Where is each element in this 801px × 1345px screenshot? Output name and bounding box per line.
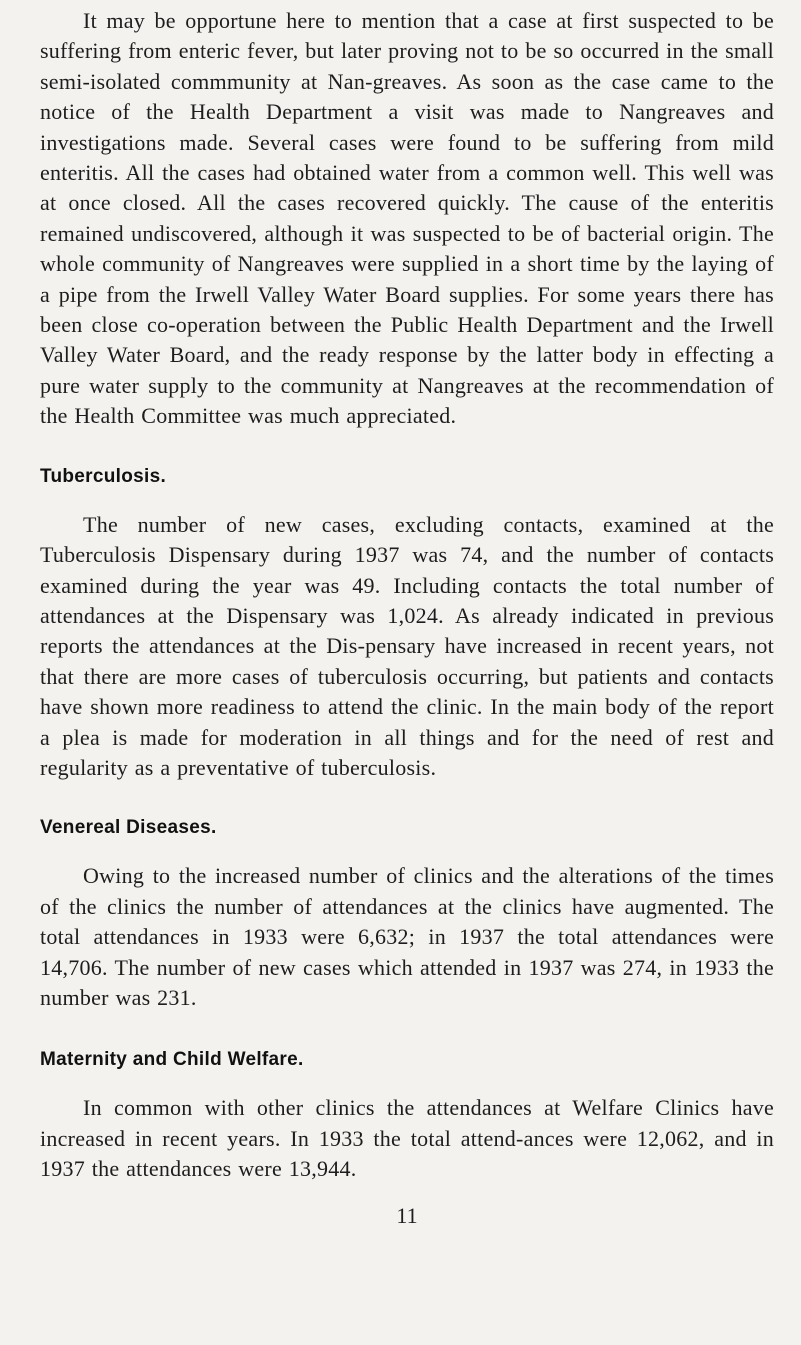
- heading-maternity-child-welfare: Maternity and Child Welfare.: [40, 1049, 304, 1071]
- paragraph-maternity-child-welfare: In common with other clinics the attendances at Welfare Clinics have increased in recent years. In 1933 the total attend-ances were 12,062, and in 1937 the attendances were 13,944.: [40, 1095, 774, 1182]
- heading-tuberculosis: Tuberculosis.: [40, 465, 167, 487]
- paragraph-enteric: It may be opportune here to mention that a case at first suspected to be suffering from enteric fever, but later proving not to be so occurred in the small semi-isolated commmunity at Nan-greaves. As soon as the case came to the notice of the Health Department a visit was made to Nangreaves and investigations made. Several cases were found to be suffering from mild enteritis. All the cases had obtained water from a common well. This well was at once closed. All the cases recovered quickly. The cause of the enteritis remained undiscovered, although it was suspected to be of bacterial origin. The whole community of Nangreaves were supplied in a short time by the laying of a pipe from the Irwell Valley Water Board supplies. For some years there has been close co-operation between the Public Health Department and the Irwell Valley Water Board, and the ready response by the latter body in effecting a pure water supply to the community at Nangreaves at the recommendation of the Health Committee was much appreciated.: [40, 8, 774, 429]
- paragraph-venereal-diseases: Owing to the increased number of clinics and the alterations of the times of the clinics the number of attendances at the clinics have augmented. The total attendances in 1933 were 6,632; in 1937 the total attendances were 14,706. The number of new cases which attended in 1937 was 274, in 1933 the number was 231.: [40, 863, 774, 1010]
- heading-venereal-diseases: Venereal Diseases.: [40, 817, 217, 839]
- paragraph-tuberculosis: The number of new cases, excluding contacts, examined at the Tuberculosis Dispensary during 1937 was 74, and the number of contacts examined during the year was 49. Including contacts the total number of attendances at the Dispensary was 1,024. As already indicated in previous reports the attendances at the Dis-pensary have increased in recent years, not that there are more cases of tuberculosis occurring, but patients and contacts have shown more readiness to attend the clinic. In the main body of the report a plea is made for moderation in all things and for the need of rest and regularity as a preventative of tuberculosis.: [40, 511, 774, 780]
- page-number: 11: [396, 1202, 418, 1228]
